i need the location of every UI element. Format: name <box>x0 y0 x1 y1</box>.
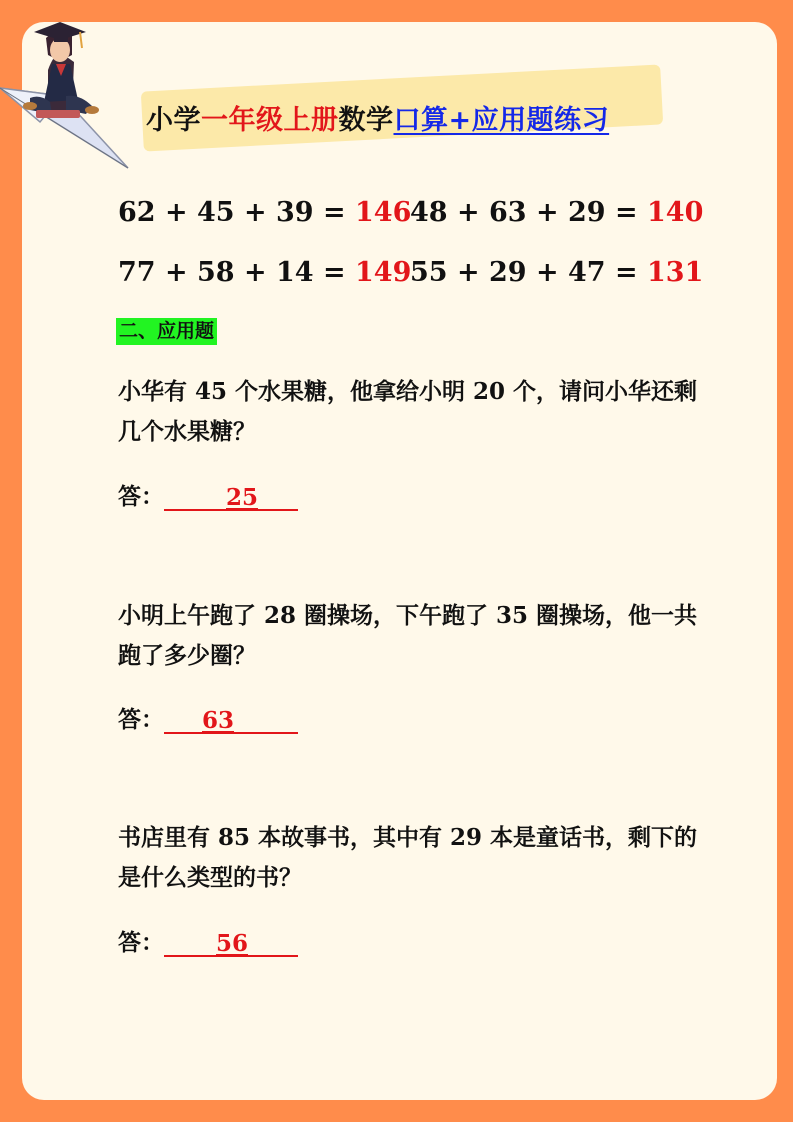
title-part-4: 口算+应用题练习 <box>393 105 610 136</box>
equation <box>118 257 411 288</box>
answer-value: 25 <box>226 484 259 511</box>
equation-answer: 140 <box>647 197 704 228</box>
title-part-2: 一年级上册 <box>201 105 339 136</box>
student-on-paper-plane-illustration <box>0 10 140 170</box>
page-title <box>146 98 609 137</box>
answer-blank <box>164 481 298 511</box>
answer-blank <box>164 704 298 734</box>
answer-value: 63 <box>202 707 235 734</box>
word-problem: 小明上午跑了 28 圈操场，下午跑了 35 圈操场，他一共跑了多少圈？ <box>118 602 698 669</box>
equation-expression: 55 + 29 + 47 = <box>410 257 647 288</box>
equation-expression: 62 + 45 + 39 = <box>118 197 355 228</box>
answer-value: 56 <box>216 930 249 957</box>
section-heading: 二、应用题 <box>116 318 217 345</box>
equation <box>410 257 703 288</box>
equation-expression: 48 + 63 + 29 = <box>410 197 647 228</box>
equation <box>118 197 411 228</box>
title-part-1: 小学 <box>146 105 201 136</box>
answer-line <box>118 924 298 957</box>
equation-answer: 131 <box>647 257 704 288</box>
answer-label: 答： <box>118 706 164 733</box>
answer-line <box>118 478 298 511</box>
equation-answer: 149 <box>355 257 412 288</box>
title-part-3: 数学 <box>338 105 394 136</box>
answer-line <box>118 701 298 734</box>
word-problem: 书店里有 85 本故事书，其中有 29 本是童话书，剩下的是什么类型的书？ <box>118 824 698 891</box>
answer-label: 答： <box>118 483 164 510</box>
word-problem: 小华有 45 个水果糖，他拿给小明 20 个，请问小华还剩几个水果糖？ <box>118 378 698 445</box>
answer-label: 答： <box>118 929 164 956</box>
equation <box>410 197 703 228</box>
answer-blank <box>164 927 298 957</box>
title-banner <box>132 70 672 150</box>
equation-expression: 77 + 58 + 14 = <box>118 257 355 288</box>
equation-answer: 146 <box>355 197 412 228</box>
